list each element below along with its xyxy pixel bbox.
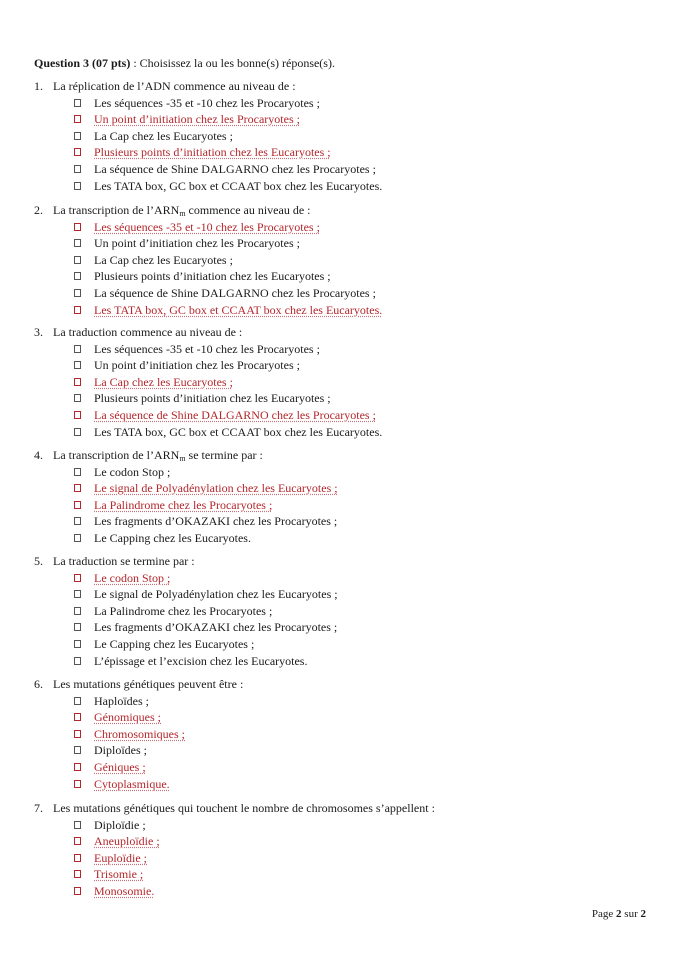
question-instruction: : Choisissez la ou les bonne(s) réponse(s). — [130, 56, 335, 70]
option-item[interactable] — [34, 95, 654, 112]
option-list — [34, 219, 654, 319]
option-item-correct[interactable] — [34, 726, 654, 743]
question-number: 5. — [34, 554, 43, 568]
option-item[interactable] — [34, 357, 654, 374]
question-title — [34, 447, 654, 464]
checkbox-icon[interactable] — [74, 746, 81, 754]
option-item-correct[interactable] — [34, 144, 654, 161]
option-text: Les fragments d’OKAZAKI chez les Procaryotes ; — [94, 620, 338, 635]
option-text: La Cap chez les Eucaryotes ; — [94, 374, 233, 389]
question-block — [34, 553, 654, 669]
question-number: 2. — [34, 203, 43, 217]
option-list — [34, 693, 654, 793]
option-item[interactable] — [34, 464, 654, 481]
option-list — [34, 570, 654, 670]
option-text: La Palindrome chez les Procaryotes ; — [94, 603, 273, 618]
checkbox-icon[interactable] — [74, 468, 81, 476]
option-item[interactable] — [34, 817, 654, 834]
checkbox-icon[interactable] — [74, 132, 81, 140]
checkbox-icon[interactable] — [74, 590, 81, 598]
question-text: Les mutations génétiques peuvent être : — [53, 677, 244, 691]
option-text: Un point d’initiation chez les Procaryotes ; — [94, 112, 300, 127]
option-item-correct[interactable] — [34, 219, 654, 236]
option-text: La Cap chez les Eucaryotes ; — [94, 252, 233, 267]
option-text: Le signal de Polyadénylation chez les Eucaryotes ; — [94, 587, 338, 602]
checkbox-icon[interactable] — [74, 640, 81, 648]
option-text: Un point d’initiation chez les Procaryotes ; — [94, 236, 300, 251]
option-item[interactable] — [34, 252, 654, 269]
option-item[interactable] — [34, 128, 654, 145]
option-text: Chromosomiques ; — [94, 726, 186, 741]
checkbox-icon[interactable] — [74, 345, 81, 353]
question-text: Les mutations génétiques qui touchent le nombre de chromosomes s’appellent : — [53, 801, 435, 815]
option-item[interactable] — [34, 341, 654, 358]
option-item[interactable] — [34, 235, 654, 252]
option-item-correct[interactable] — [34, 374, 654, 391]
option-item-correct[interactable] — [34, 833, 654, 850]
checkbox-icon[interactable] — [74, 239, 81, 247]
option-item[interactable] — [34, 178, 654, 195]
option-item-correct[interactable] — [34, 407, 654, 424]
option-item-correct[interactable] — [34, 759, 654, 776]
option-text: Les séquences -35 et -10 chez les Procaryotes ; — [94, 341, 320, 356]
checkbox-icon[interactable] — [74, 534, 81, 542]
question-block — [34, 202, 654, 318]
option-text: La séquence de Shine DALGARNO chez les Procaryotes ; — [94, 407, 376, 422]
option-text: La séquence de Shine DALGARNO chez les Procaryotes ; — [94, 285, 376, 300]
checkbox-icon[interactable] — [74, 623, 81, 631]
question-text-suffix: se termine par : — [185, 448, 263, 462]
checkbox-icon[interactable] — [74, 887, 81, 895]
checkbox-icon[interactable] — [74, 256, 81, 264]
checkbox-icon[interactable] — [74, 763, 81, 771]
question-number: 6. — [34, 677, 43, 691]
option-text: Plusieurs points d’initiation chez les Eucaryotes ; — [94, 145, 331, 160]
option-item[interactable] — [34, 586, 654, 603]
checkbox-icon[interactable] — [74, 607, 81, 615]
option-text: La séquence de Shine DALGARNO chez les Procaryotes ; — [94, 161, 376, 176]
question-text: La traduction commence au niveau de : — [53, 325, 243, 339]
option-item[interactable] — [34, 161, 654, 178]
option-text: Les séquences -35 et -10 chez les Procaryotes ; — [94, 95, 320, 110]
option-text: Les TATA box, GC box et CCAAT box chez les Eucaryotes. — [94, 424, 383, 439]
option-text: La Cap chez les Eucaryotes ; — [94, 128, 233, 143]
question-text: La transcription de l’ARN — [53, 448, 180, 462]
question-number: 3. — [34, 325, 43, 339]
option-item-correct[interactable] — [34, 776, 654, 793]
option-text: Les séquences -35 et -10 chez les Procaryotes ; — [94, 219, 320, 234]
checkbox-icon[interactable] — [74, 697, 81, 705]
checkbox-icon[interactable] — [74, 223, 81, 231]
checkbox-icon[interactable] — [74, 574, 81, 582]
option-text: Le Capping chez les Eucaryotes. — [94, 530, 251, 545]
option-item-correct[interactable] — [34, 111, 654, 128]
option-text: Monosomie. — [94, 883, 155, 898]
option-text: Un point d’initiation chez les Procaryotes ; — [94, 358, 300, 373]
checkbox-icon[interactable] — [74, 821, 81, 829]
option-item[interactable] — [34, 742, 654, 759]
checkbox-icon[interactable] — [74, 854, 81, 862]
option-text: Cytoplasmique. — [94, 776, 170, 791]
option-text: Trisomie ; — [94, 867, 144, 882]
question-subscript: m — [179, 209, 186, 218]
option-text: Euploïdie ; — [94, 850, 147, 865]
option-item[interactable] — [34, 653, 654, 670]
page-footer — [592, 906, 646, 923]
question-text-suffix: commence au niveau de : — [185, 203, 311, 217]
option-item[interactable] — [34, 424, 654, 441]
option-text: Le codon Stop ; — [94, 464, 171, 479]
option-item[interactable] — [34, 619, 654, 636]
checkbox-icon[interactable] — [74, 484, 81, 492]
checkbox-icon[interactable] — [74, 428, 81, 436]
checkbox-icon[interactable] — [74, 115, 81, 123]
checkbox-icon[interactable] — [74, 837, 81, 845]
option-text: Diploïdie ; — [94, 817, 146, 832]
option-list — [34, 817, 654, 900]
option-item-correct[interactable] — [34, 883, 654, 900]
checkbox-icon[interactable] — [74, 165, 81, 173]
option-text: Le codon Stop ; — [94, 570, 171, 585]
checkbox-icon[interactable] — [74, 306, 81, 314]
option-item[interactable] — [34, 268, 654, 285]
option-text: Géniques ; — [94, 759, 146, 774]
option-text: Diploïdes ; — [94, 743, 147, 758]
question-block — [34, 800, 654, 900]
option-item[interactable] — [34, 513, 654, 530]
option-text: Haploïdes ; — [94, 693, 149, 708]
option-text: Génomiques ; — [94, 710, 161, 725]
question-title — [34, 800, 654, 817]
question-title — [34, 324, 654, 341]
option-text: Plusieurs points d’initiation chez les Eucaryotes ; — [94, 269, 331, 284]
option-list — [34, 95, 654, 195]
question-block — [34, 78, 654, 194]
option-item-correct[interactable] — [34, 866, 654, 883]
checkbox-icon[interactable] — [74, 182, 81, 190]
checkbox-icon[interactable] — [74, 713, 81, 721]
option-item-correct[interactable] — [34, 302, 654, 319]
option-item[interactable] — [34, 530, 654, 547]
checkbox-icon[interactable] — [74, 870, 81, 878]
checkbox-icon[interactable] — [74, 657, 81, 665]
question-subscript: m — [179, 454, 186, 463]
question-number: 4. — [34, 448, 43, 462]
option-item[interactable] — [34, 636, 654, 653]
option-item-correct[interactable] — [34, 709, 654, 726]
question-title — [34, 78, 654, 95]
checkbox-icon[interactable] — [74, 780, 81, 788]
checkbox-icon[interactable] — [74, 501, 81, 509]
checkbox-icon[interactable] — [74, 517, 81, 525]
question-text: La réplication de l’ADN commence au niveau de : — [53, 79, 296, 93]
option-text: Les fragments d’OKAZAKI chez les Procaryotes ; — [94, 514, 338, 529]
option-item[interactable] — [34, 390, 654, 407]
option-item-correct[interactable] — [34, 570, 654, 587]
option-text: Aneuploïdie ; — [94, 834, 160, 849]
question-title — [34, 676, 654, 693]
question-title — [34, 202, 654, 219]
checkbox-icon[interactable] — [74, 148, 81, 156]
question-text: La transcription de l’ARN — [53, 203, 180, 217]
question-number: 7. — [34, 801, 43, 815]
page-total: 2 — [640, 908, 646, 920]
option-text: La Palindrome chez les Procaryotes ; — [94, 497, 273, 512]
page-label: Page — [591, 908, 617, 920]
question-block — [34, 324, 654, 440]
question-title — [34, 553, 654, 570]
checkbox-icon[interactable] — [74, 411, 81, 419]
option-text: Les TATA box, GC box et CCAAT box chez les Eucaryotes. — [94, 178, 383, 193]
checkbox-icon[interactable] — [74, 378, 81, 386]
option-item[interactable] — [34, 285, 654, 302]
checkbox-icon[interactable] — [74, 730, 81, 738]
option-text: L’épissage et l’excision chez les Eucaryotes. — [94, 653, 308, 668]
option-text: Le signal de Polyadénylation chez les Eucaryotes ; — [94, 481, 338, 496]
option-item[interactable] — [34, 603, 654, 620]
page-separator: sur — [621, 908, 641, 920]
option-item[interactable] — [34, 693, 654, 710]
option-text: Le Capping chez les Eucaryotes ; — [94, 636, 255, 651]
question-label: Question 3 (07 pts) — [34, 56, 131, 70]
checkbox-icon[interactable] — [74, 394, 81, 402]
option-text: Les TATA box, GC box et CCAAT box chez les Eucaryotes. — [94, 302, 383, 317]
question-header — [34, 55, 335, 72]
option-item-correct[interactable] — [34, 850, 654, 867]
question-block — [34, 447, 654, 547]
page-current: 2 — [616, 908, 622, 920]
checkbox-icon[interactable] — [74, 272, 81, 280]
option-list — [34, 341, 654, 441]
checkbox-icon[interactable] — [74, 99, 81, 107]
question-text: La traduction se termine par : — [53, 554, 195, 568]
option-text: Plusieurs points d’initiation chez les Eucaryotes ; — [94, 391, 331, 406]
option-item-correct[interactable] — [34, 480, 654, 497]
question-number: 1. — [34, 79, 43, 93]
checkbox-icon[interactable] — [74, 289, 81, 297]
question-block — [34, 676, 654, 792]
checkbox-icon[interactable] — [74, 361, 81, 369]
option-list — [34, 464, 654, 547]
option-item-correct[interactable] — [34, 497, 654, 514]
